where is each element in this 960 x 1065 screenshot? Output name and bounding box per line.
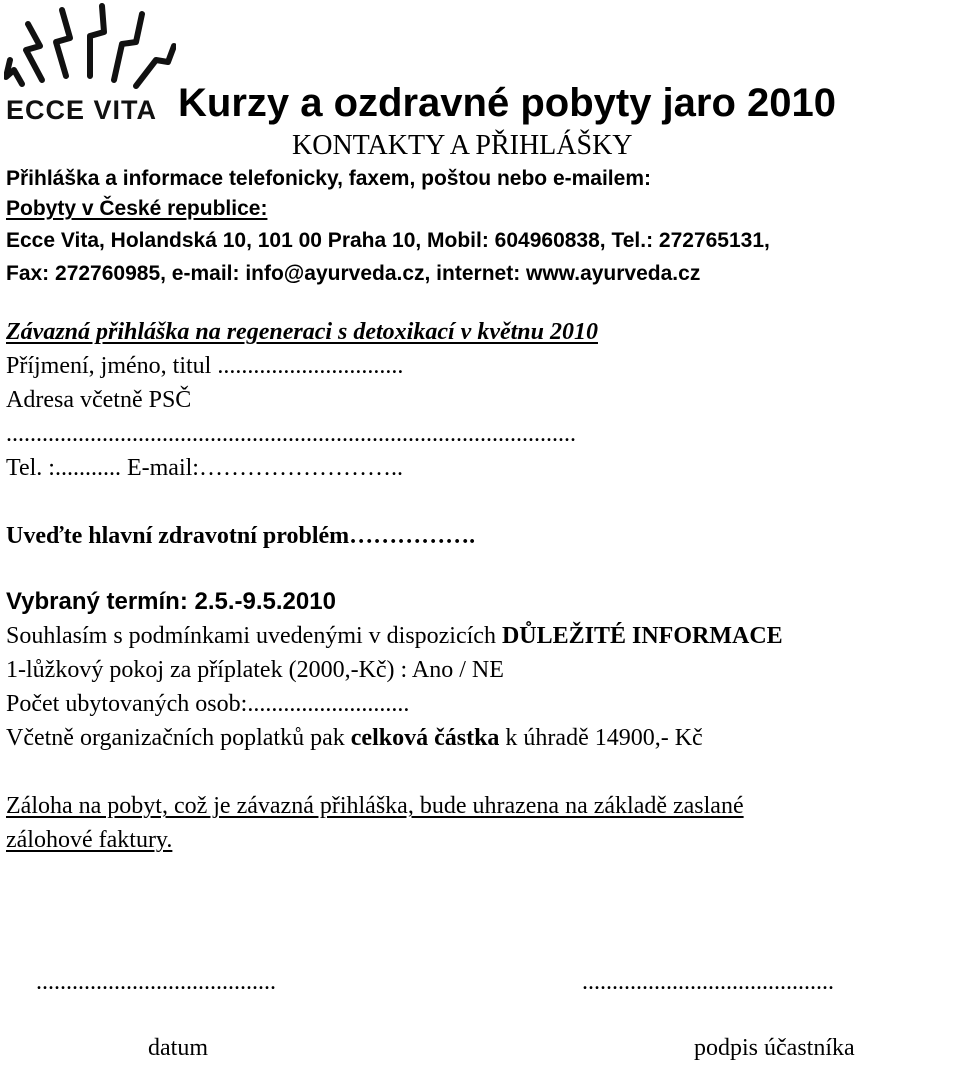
page-subtitle: KONTAKTY A PŘIHLÁŠKY xyxy=(292,130,633,161)
participant-signature-label: podpis účastníka xyxy=(694,1035,855,1061)
deposit-line-1: Záloha na pobyt, což je závazná přihláška, bude uhrazena na základě zaslané xyxy=(6,793,744,819)
address-field[interactable]: ............................................................................................... xyxy=(6,421,576,447)
total-bold: celková částka xyxy=(350,725,500,751)
date-label: datum xyxy=(148,1035,208,1061)
svg-text:ECCE VITA: ECCE VITA xyxy=(6,95,158,124)
tel-field[interactable]: ........... xyxy=(54,455,121,481)
sun-rays-logo-icon xyxy=(4,2,176,124)
participant-signature-line[interactable]: .......................................... xyxy=(582,969,834,995)
persons-row xyxy=(6,688,409,720)
name-row xyxy=(6,350,403,382)
name-label: Příjmení, jméno, titul xyxy=(6,353,212,379)
tel-label: Tel. : xyxy=(6,455,55,481)
tel-email-row xyxy=(6,452,403,484)
single-room-option: 1-lůžkový pokoj za příplatek (2000,-Kč) : Ano / NE xyxy=(6,657,504,683)
total-amount-row xyxy=(6,722,703,754)
deposit-line-2: zálohové faktury. xyxy=(6,827,173,853)
date-signature-line[interactable]: ........................................ xyxy=(36,969,276,995)
contact-region-heading: Pobyty v České republice: xyxy=(6,197,268,220)
persons-label: Počet ubytovaných osob: xyxy=(6,691,248,717)
total-suffix: k úhradě 14900,- Kč xyxy=(499,725,703,751)
email-label: E-mail: xyxy=(126,455,199,481)
health-problem-row xyxy=(6,520,475,552)
form-heading: Závazná přihláška na regeneraci s detoxikací v květnu 2010 xyxy=(6,319,598,345)
health-problem-label: Uveďte hlavní zdravotní problém xyxy=(6,523,350,549)
ecce-vita-logo xyxy=(4,2,176,124)
consent-important-info: DŮLEŽITÉ INFORMACE xyxy=(501,623,783,649)
address-label: Adresa včetně PSČ xyxy=(6,387,192,413)
health-problem-field[interactable]: ……………. xyxy=(349,523,476,549)
page-title: Kurzy a ozdravné pobyty jaro 2010 xyxy=(178,81,837,125)
consent-text: Souhlasím s podmínkami uvedenými v dispozicích xyxy=(6,623,502,649)
name-field[interactable]: ............................... xyxy=(217,353,404,379)
email-field[interactable]: …………………….. xyxy=(198,455,403,481)
selected-term: Vybraný termín: 2.5.-9.5.2010 xyxy=(6,588,336,615)
persons-field[interactable]: ........................... xyxy=(247,691,410,717)
consent-row xyxy=(6,620,783,652)
contact-fax-email-web: Fax: 272760985, e-mail: info@ayurveda.cz, internet: www.ayurveda.cz xyxy=(6,262,701,285)
contact-address: Ecce Vita, Holandská 10, 101 00 Praha 10, Mobil: 604960838, Tel.: 272765131, xyxy=(6,229,770,252)
contact-intro: Přihláška a informace telefonicky, faxem, poštou nebo e-mailem: xyxy=(6,167,651,190)
total-prefix: Včetně organizačních poplatků pak xyxy=(6,725,351,751)
